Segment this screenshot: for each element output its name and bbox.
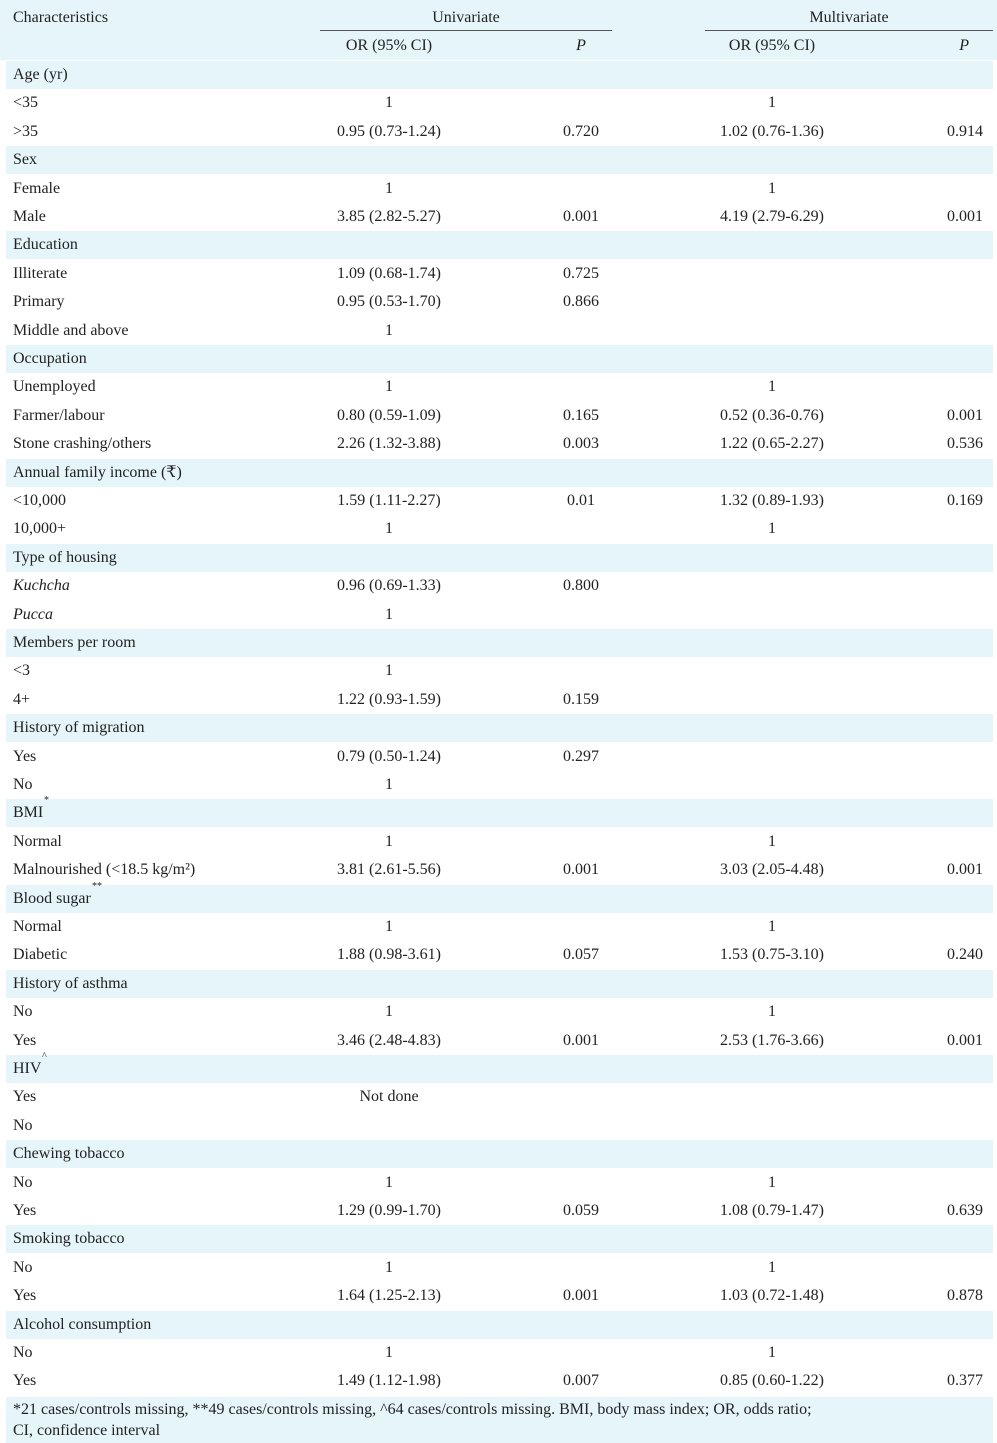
row-label: <10,000: [13, 492, 67, 509]
table-footnote: [6, 1397, 993, 1443]
row-label: Yes: [13, 1372, 37, 1389]
row-label: Illiterate: [13, 265, 68, 282]
row-label: Kuchcha: [13, 577, 70, 594]
multivariate-or-cell: 1: [768, 1344, 776, 1361]
row-label: No: [13, 1344, 33, 1361]
category-row: [6, 1140, 993, 1168]
row-label: 10,000+: [13, 520, 67, 537]
multivariate-or-cell: 1.02 (0.76-1.36): [720, 123, 824, 140]
univariate-p-cell: 0.059: [563, 1202, 599, 1219]
multivariate-or-cell: 1: [768, 94, 776, 111]
univariate-or-cell: 1: [385, 520, 393, 537]
univariate-or-cell: 0.95 (0.53-1.70): [337, 293, 441, 310]
univariate-p-cell: 0.01: [567, 492, 595, 509]
univariate-or-cell: 1: [385, 378, 393, 395]
category-label: Blood sugar: [13, 890, 91, 907]
category-label: BMI: [13, 804, 44, 821]
row-label: Unemployed: [13, 378, 96, 395]
univariate-p-cell: 0.001: [563, 1287, 599, 1304]
table-header: [0, 0, 997, 60]
univariate-or-cell: 0.80 (0.59-1.09): [337, 407, 441, 424]
table-row: [6, 118, 993, 146]
category-label: Type of housing: [13, 549, 117, 566]
category-label: Chewing tobacco: [13, 1145, 125, 1162]
multivariate-or-cell: 1: [768, 378, 776, 395]
category-label: Smoking tobacco: [13, 1230, 125, 1247]
row-label: No: [13, 1117, 33, 1134]
category-label: Education: [13, 236, 78, 253]
univariate-or-cell: 1: [385, 776, 393, 793]
univariate-or-cell: 1: [385, 1003, 393, 1020]
univariate-p-cell: 0.001: [563, 208, 599, 225]
table-row: [6, 1282, 993, 1310]
table-row: [6, 515, 993, 543]
multivariate-underline: [705, 30, 993, 31]
row-label: Primary: [13, 293, 65, 310]
category-row: [6, 1311, 993, 1339]
category-label: History of asthma: [13, 975, 128, 992]
row-label: No: [13, 1174, 33, 1191]
table-row: [6, 1083, 993, 1111]
category-label: Occupation: [13, 350, 87, 367]
row-label: <35: [13, 94, 39, 111]
univariate-p-cell: 0.165: [563, 407, 599, 424]
univariate-or-cell: 1.49 (1.12-1.98): [337, 1372, 441, 1389]
univariate-or-cell: 2.26 (1.32-3.88): [337, 435, 441, 452]
table-row: [6, 771, 993, 799]
table-row: [6, 1112, 993, 1140]
row-label: Yes: [13, 1088, 37, 1105]
table-row: [6, 288, 993, 316]
univariate-p-cell: 0.003: [563, 435, 599, 452]
univariate-or-cell: 1.29 (0.99-1.70): [337, 1202, 441, 1219]
multivariate-or-cell: 1.22 (0.65-2.27): [720, 435, 824, 452]
row-label: No: [13, 1259, 33, 1276]
category-row: BMI *: [6, 799, 993, 827]
category-label: Age (yr): [13, 66, 68, 83]
category-row: HIV ^: [6, 1055, 993, 1083]
univariate-or-cell: 1: [385, 1259, 393, 1276]
table-row: [6, 1339, 993, 1367]
category-label: Annual family income (₹): [13, 464, 182, 481]
table-row: [6, 743, 993, 771]
univariate-or-cell: 3.85 (2.82-5.27): [337, 208, 441, 225]
univariate-p-cell: 0.720: [563, 123, 599, 140]
footnote-line-2: CI, confidence interval: [13, 1422, 161, 1439]
row-label: Yes: [13, 1032, 37, 1049]
multivariate-p-cell: 0.001: [947, 1032, 983, 1049]
table-row: [6, 913, 993, 941]
header-multivariate-p: P: [959, 37, 969, 54]
table-row: [6, 1254, 993, 1282]
category-label: History of migration: [13, 719, 145, 736]
univariate-or-cell: 1.59 (1.11-2.27): [337, 492, 441, 509]
multivariate-or-cell: 1: [768, 918, 776, 935]
multivariate-p-cell: 0.536: [947, 435, 983, 452]
category-row: [6, 345, 993, 373]
multivariate-or-cell: 0.52 (0.36-0.76): [720, 407, 824, 424]
multivariate-or-cell: 1: [768, 1174, 776, 1191]
row-label: <3: [13, 662, 31, 679]
univariate-or-cell: 1: [385, 606, 393, 623]
univariate-or-cell: 1: [385, 833, 393, 850]
multivariate-p-cell: 0.001: [947, 861, 983, 878]
multivariate-p-cell: 0.377: [947, 1372, 983, 1389]
table-row: [6, 1169, 993, 1197]
univariate-or-cell: 0.96 (0.69-1.33): [337, 577, 441, 594]
univariate-p-cell: 0.057: [563, 946, 599, 963]
multivariate-p-cell: 0.001: [947, 407, 983, 424]
table-row: [6, 686, 993, 714]
table-row: [6, 1367, 993, 1395]
table-row: [6, 260, 993, 288]
univariate-p-cell: 0.725: [563, 265, 599, 282]
table-row: [6, 657, 993, 685]
row-label: Stone crashing/others: [13, 435, 152, 452]
univariate-or-cell: 1: [385, 322, 393, 339]
table-row: [6, 1197, 993, 1225]
row-label: Farmer/labour: [13, 407, 105, 424]
category-row: [6, 629, 993, 657]
multivariate-or-cell: 1.32 (0.89-1.93): [720, 492, 824, 509]
univariate-or-cell: Not done: [359, 1088, 419, 1105]
header-multivariate: Multivariate: [809, 9, 889, 26]
header-univariate-or: OR (95% CI): [345, 37, 433, 54]
table-row: [6, 998, 993, 1026]
table-row: [6, 430, 993, 458]
multivariate-or-cell: 4.19 (2.79-6.29): [720, 208, 824, 225]
univariate-or-cell: 1.22 (0.93-1.59): [337, 691, 441, 708]
univariate-or-cell: 1: [385, 180, 393, 197]
table-row: [6, 487, 993, 515]
table-row: [6, 856, 993, 884]
univariate-p-cell: 0.007: [563, 1372, 599, 1389]
row-label: >35: [13, 123, 39, 140]
univariate-or-cell: 1.64 (1.25-2.13): [337, 1287, 441, 1304]
univariate-or-cell: 1: [385, 1174, 393, 1191]
univariate-or-cell: 3.46 (2.48-4.83): [337, 1032, 441, 1049]
table-row: [6, 317, 993, 345]
row-label: Yes: [13, 748, 37, 765]
multivariate-p-cell: 0.240: [947, 946, 983, 963]
row-label: No: [13, 1003, 33, 1020]
univariate-p-cell: 0.001: [563, 1032, 599, 1049]
header-multivariate-or: OR (95% CI): [728, 37, 816, 54]
row-label: No: [13, 776, 33, 793]
header-univariate: Univariate: [432, 9, 500, 26]
row-label: Malnourished (<18.5 kg/m²): [13, 861, 196, 878]
univariate-or-cell: 3.81 (2.61-5.56): [337, 861, 441, 878]
category-row: [6, 231, 993, 259]
category-row: [6, 1225, 993, 1253]
univariate-or-cell: 1.09 (0.68-1.74): [337, 265, 441, 282]
row-label: Yes: [13, 1202, 37, 1219]
category-label: Sex: [13, 151, 37, 168]
univariate-or-cell: 0.79 (0.50-1.24): [337, 748, 441, 765]
multivariate-or-cell: 1: [768, 833, 776, 850]
univariate-or-cell: 1: [385, 1344, 393, 1361]
table-row: [6, 373, 993, 401]
category-row: [6, 544, 993, 572]
multivariate-or-cell: 1.08 (0.79-1.47): [720, 1202, 824, 1219]
category-row: [6, 714, 993, 742]
header-univariate-p: P: [576, 37, 586, 54]
univariate-or-cell: 1: [385, 94, 393, 111]
table-row: [6, 203, 993, 231]
multivariate-or-cell: 3.03 (2.05-4.48): [720, 861, 824, 878]
multivariate-p-cell: 0.639: [947, 1202, 983, 1219]
row-label: 4+: [13, 691, 31, 708]
univariate-or-cell: 1.88 (0.98-3.61): [337, 946, 441, 963]
table-row: [6, 89, 993, 117]
multivariate-or-cell: 0.85 (0.60-1.22): [720, 1372, 824, 1389]
table-row: [6, 402, 993, 430]
univariate-or-cell: 1: [385, 662, 393, 679]
row-label: Male: [13, 208, 46, 225]
row-label: Diabetic: [13, 946, 68, 963]
univariate-p-cell: 0.159: [563, 691, 599, 708]
category-label: Alcohol consumption: [13, 1316, 152, 1333]
univariate-underline: [320, 30, 612, 31]
row-label: Normal: [13, 833, 62, 850]
row-label: Pucca: [13, 606, 53, 623]
univariate-or-cell: 0.95 (0.73-1.24): [337, 123, 441, 140]
table-row: [6, 828, 993, 856]
multivariate-p-cell: 0.914: [947, 123, 983, 140]
multivariate-p-cell: 0.001: [947, 208, 983, 225]
multivariate-or-cell: 1: [768, 1259, 776, 1276]
multivariate-or-cell: 1: [768, 1003, 776, 1020]
multivariate-or-cell: 1: [768, 520, 776, 537]
row-label: Middle and above: [13, 322, 129, 339]
row-label: Yes: [13, 1287, 37, 1304]
univariate-p-cell: 0.297: [563, 748, 599, 765]
category-row: Blood sugar **: [6, 885, 993, 913]
header-characteristics: Characteristics: [13, 9, 109, 26]
univariate-or-cell: 1: [385, 918, 393, 935]
category-row: [6, 970, 993, 998]
table-row: [6, 601, 993, 629]
category-row: [6, 459, 993, 487]
category-label: HIV: [13, 1060, 42, 1077]
multivariate-or-cell: 2.53 (1.76-3.66): [720, 1032, 824, 1049]
table-row: [6, 941, 993, 969]
univariate-p-cell: 0.001: [563, 861, 599, 878]
footnote-line-1: *21 cases/controls missing, **49 cases/controls missing, ^64 cases/controls missing. BMI, body mass index; OR, odds ratio;: [13, 1401, 812, 1418]
table-row: [6, 572, 993, 600]
univariate-p-cell: 0.866: [563, 293, 599, 310]
multivariate-p-cell: 0.169: [947, 492, 983, 509]
row-label: Female: [13, 180, 61, 197]
category-row: [6, 61, 993, 89]
univariate-p-cell: 0.800: [563, 577, 599, 594]
multivariate-or-cell: 1.03 (0.72-1.48): [720, 1287, 824, 1304]
multivariate-or-cell: 1.53 (0.75-3.10): [720, 946, 824, 963]
table-row: [6, 1027, 993, 1055]
category-row: [6, 146, 993, 174]
table-row: [6, 175, 993, 203]
multivariate-p-cell: 0.878: [947, 1287, 983, 1304]
category-label: Members per room: [13, 634, 136, 651]
row-label: Normal: [13, 918, 62, 935]
multivariate-or-cell: 1: [768, 180, 776, 197]
